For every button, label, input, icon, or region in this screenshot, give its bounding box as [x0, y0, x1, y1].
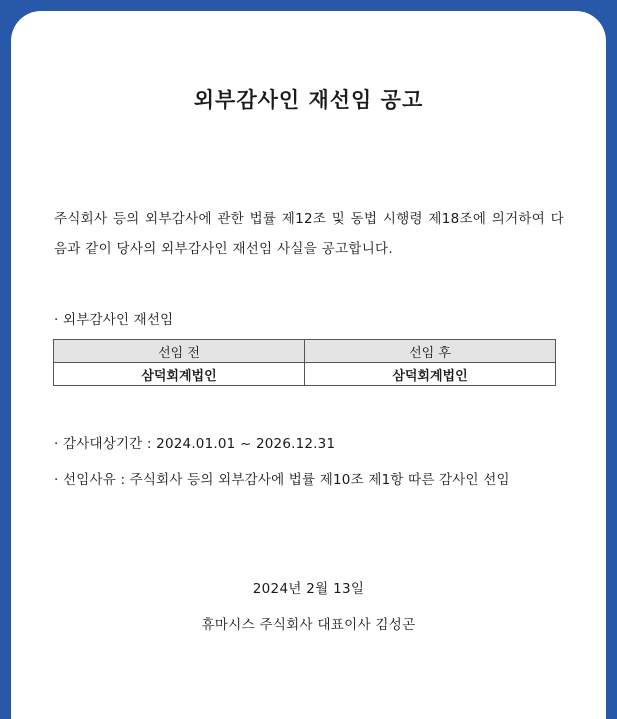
notice-intro: 주식회사 등의 외부감사에 관한 법률 제12조 및 동법 시행령 제18조에 의거하여 다음과 같이 당사의 외부감사인 재선임 사실을 공고합니다. — [54, 211, 564, 257]
header-after: 선임 후 — [305, 340, 556, 363]
audit-period: · 감사대상기간 : 2024.01.01 ~ 2026.12.31 — [54, 436, 336, 452]
header-before: 선임 전 — [54, 340, 305, 363]
notice-title: 외부감사인 재선임 공고 — [193, 88, 424, 112]
auditor-after: 삼덕회계법인 — [305, 363, 556, 386]
section-label: · 외부감사인 재선임 — [54, 312, 174, 328]
notice-signer: 휴마시스 주식회사 대표이사 김성곤 — [201, 617, 416, 633]
auditor-table — [53, 339, 556, 386]
table-row — [54, 363, 556, 386]
table-header-row — [54, 340, 556, 363]
auditor-before: 삼덕회계법인 — [54, 363, 305, 386]
selection-reason: · 선임사유 : 주식회사 등의 외부감사에 법률 제10조 제1항 따른 감사인 선임 — [54, 472, 510, 488]
notice-date: 2024년 2월 13일 — [252, 581, 365, 597]
